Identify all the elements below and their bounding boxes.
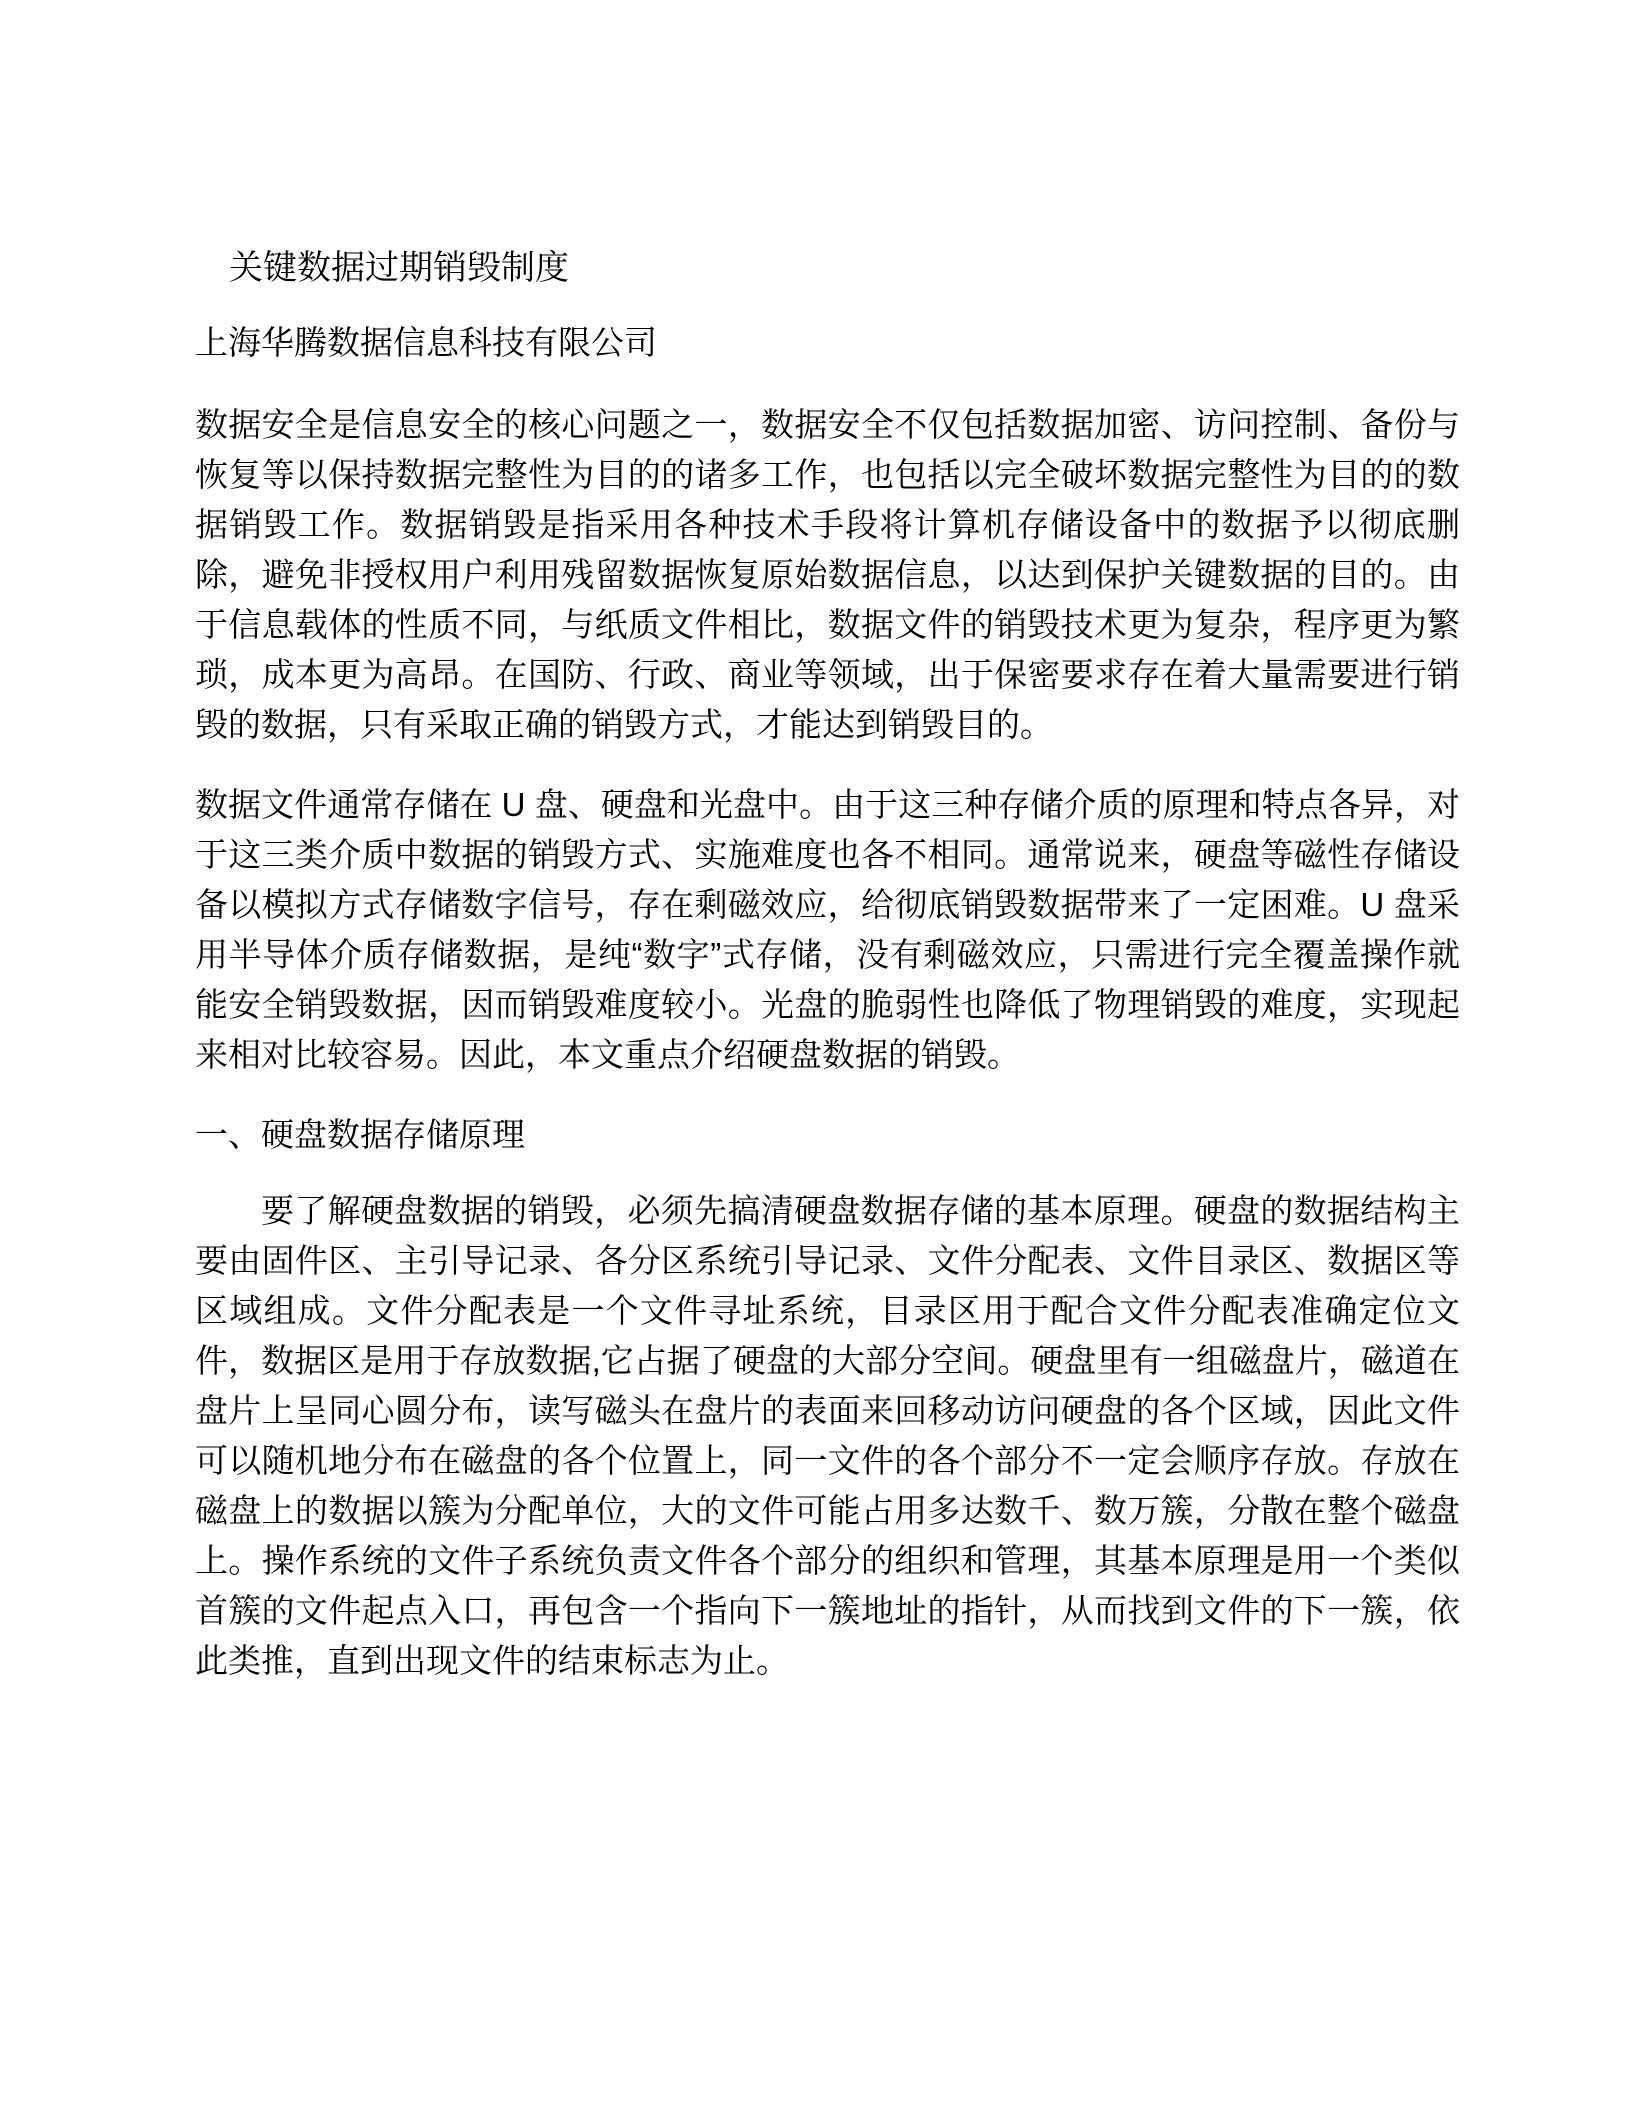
- paragraph-hdd-principle: 要了解硬盘数据的销毁，必须先搞清硬盘数据存储的基本原理。硬盘的数据结构主要由固件区、主引导记录、各分区系统引导记录、文件分配表、文件目录区、数据区等区域组成。文件分配表是一个文件寻址系统，目录区用于配合文件分配表准确定位文件，数据区是用于存放数据,它占据了硬盘的大部分空间。硬盘里有一组磁盘片，磁道在盘片上呈同心圆分布，读写磁头在盘片的表面来回移动访问硬盘的各个区域，因此文件可以随机地分布在磁盘的各个位置上，同一文件的各个部分不一定会顺序存放。存放在磁盘上的数据以簇为分配单位，大的文件可能占用多达数千、数万簇，分散在整个磁盘上。操作系统的文件子系统负责文件各个部分的组织和管理，其基本原理是用一个类似首簇的文件起点入口，再包含一个指向下一簇地址的指针，从而找到文件的下一簇，依此类推，直到出现文件的结束标志为止。: [195, 1192, 1460, 1679]
- section-heading-1: 一、硬盘数据存储原理: [195, 1116, 525, 1153]
- doc-title: 关键数据过期销毁制度: [229, 249, 569, 287]
- paragraph-data-security: 数据安全是信息安全的核心问题之一，数据安全不仅包括数据加密、访问控制、备份与恢复等以保持数据完整性为目的的诸多工作，也包括以完全破坏数据完整性为目的的数据销毁工作。数据销毁是指采用各种技术手段将计算机存储设备中的数据予以彻底删除，避免非授权用户利用残留数据恢复原始数据信息，以达到保护关键数据的目的。由于信息载体的性质不同，与纸质文件相比，数据文件的销毁技术更为复杂，程序更为繁琐，成本更为高昂。在国防、行政、商业等领域，出于保密要求存在着大量需要进行销毁的数据，只有采取正确的销毁方式，才能达到销毁目的。: [195, 406, 1460, 743]
- company-name: 上海华腾数据信息科技有限公司: [195, 324, 657, 361]
- paragraph-storage-media: 数据文件通常存储在 U 盘、硬盘和光盘中。由于这三种存储介质的原理和特点各异，对于这三类介质中数据的销毁方式、实施难度也各不相同。通常说来，硬盘等磁性存储设备以模拟方式存储数字信号，存在剩磁效应，给彻底销毁数据带来了一定困难。U 盘采用半导体介质存储数据，是纯“数字”式存储，没有剩磁效应，只需进行完全覆盖操作就能安全销毁数据，因而销毁难度较小。光盘的脆弱性也降低了物理销毁的难度，实现起来相对比较容易。因此，本文重点介绍硬盘数据的销毁。: [195, 786, 1460, 1073]
